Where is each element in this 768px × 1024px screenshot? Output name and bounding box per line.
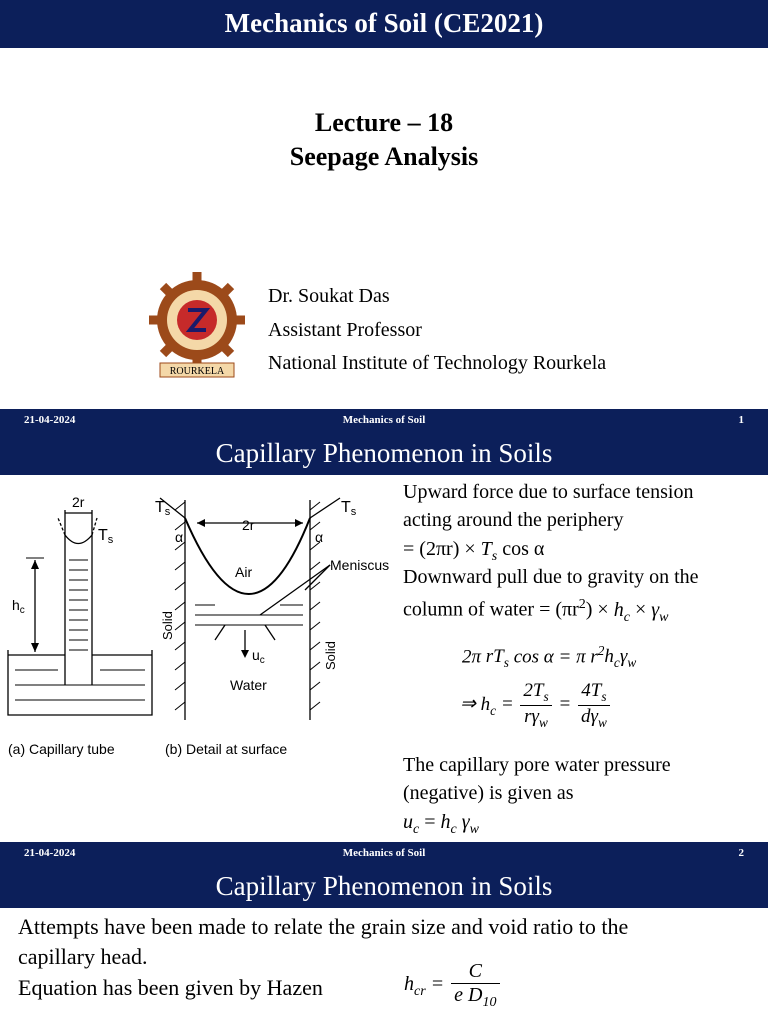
label-meniscus: Meniscus [330,557,390,573]
slide1-header: Mechanics of Soil (CE2021) [0,0,768,48]
author-institute: National Institute of Technology Rourkela [268,352,607,374]
text-line-5: column of water = $(\pi r^2) \times h_c \times \gamma_w$ [403,597,669,625]
lecture-topic: Seepage Analysis [289,142,479,171]
text-line-3: = $(2\pi r) \times T_s$ cos α [403,538,545,564]
surface-detail-diagram [155,480,400,765]
footer-page-number: 1 [738,414,744,426]
capillary-tube-diagram [0,480,160,765]
footer-page-number: 2 [738,847,744,859]
slide3-line-2: capillary head. [18,944,148,969]
slide3-line-3: Equation has been given by Hazen [18,975,323,1000]
pore-text-2: (negative) is given as [403,782,574,804]
caption-b: (b) Detail at surface [165,741,288,757]
nit-logo [140,268,255,383]
label-hc: $h_c$ [12,597,25,616]
equation-balance: 2π $rT_s$ cos α = π $r^2h_c\gamma_w$ [462,643,637,671]
slide3-line-1: Attempts have been made to relate the grain size and void ratio to the [18,914,629,939]
label-water: Water [230,677,267,693]
footer-date: 21-04-2024 [24,414,76,426]
equation-hc: ⇒ $h_c$ = $\frac{2T_s}{r\gamma_w}$ = $\frac{4T_s}{d\gamma_w}$ [460,680,612,731]
footer-course: Mechanics of Soil [342,847,426,859]
pore-equation: $u_c = h_c$ $\gamma_w$ [403,811,479,837]
hazen-equation: $h_{cr}$ = $\frac{C}{e D_{10}}$ [404,960,502,1011]
label-2r-a: 2r [72,494,85,510]
slide2-title: Capillary Phenomenon in Soils [0,431,768,475]
label-2r-b: 2r [242,517,255,533]
author-position: Assistant Professor [268,319,422,341]
label-ts-a: Ts [98,527,114,546]
footer-course: Mechanics of Soil [342,414,426,426]
text-line-1: Upward force due to surface tension [403,481,694,503]
text-line-4: Downward pull due to gravity on the [403,566,699,588]
slide1-footer [0,409,768,431]
pore-text-1: The capillary pore water pressure [403,754,671,776]
slide2-footer [0,842,768,864]
label-uc: $u_c$ [252,647,265,666]
slide3-title: Capillary Phenomenon in Soils [0,864,768,908]
label-alpha-right: α [315,529,324,545]
label-ts-b-right: Ts [341,499,357,518]
author-name: Dr. Soukat Das [268,285,390,307]
label-air: Air [235,564,253,580]
lecture-number: Lecture – 18 [314,108,454,137]
label-ts-b-left: Ts [155,499,171,518]
label-solid-right: Solid [323,641,338,670]
label-alpha-left: α [175,529,184,545]
caption-a: (a) Capillary tube [8,741,115,757]
text-line-2: acting around the periphery [403,509,624,531]
label-solid-left: Solid [160,611,175,640]
footer-date: 21-04-2024 [24,847,76,859]
logo-text: ROURKELA [169,366,225,377]
